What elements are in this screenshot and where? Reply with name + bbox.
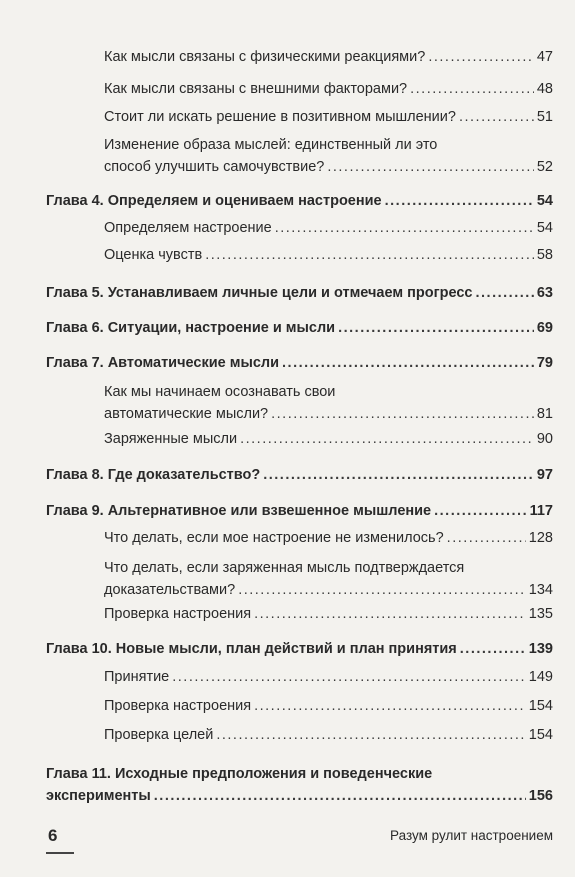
leader-dots — [172, 666, 526, 688]
toc-entry — [104, 134, 553, 178]
toc-chapter — [46, 763, 553, 807]
toc-chapter — [46, 352, 553, 374]
entry-page: 154 — [528, 727, 553, 743]
entry-title-line1: Что делать, если заряженная мысль подтверждается — [104, 560, 465, 576]
toc-entry — [104, 666, 553, 688]
leader-dots — [447, 527, 526, 549]
leader-dots — [460, 638, 526, 660]
chapter-page: 156 — [528, 788, 553, 804]
chapter-title: Глава 6. Ситуации, настроение и мысли — [46, 320, 336, 336]
toc-entry — [104, 217, 553, 239]
toc-entry — [104, 428, 553, 450]
entry-title-line1: Как мы начинаем осознавать свои — [104, 384, 336, 400]
chapter-title: Глава 4. Определяем и оцениваем настроение — [46, 193, 382, 209]
toc-entry — [104, 244, 553, 266]
entry-title: Проверка настроения — [104, 606, 252, 622]
chapter-page: 139 — [528, 641, 553, 657]
entry-title: автоматические мысли? — [104, 406, 269, 422]
entry-page: 128 — [528, 530, 553, 546]
entry-title: Заряженные мысли — [104, 431, 238, 447]
leader-dots — [254, 603, 526, 625]
toc-entry — [104, 724, 553, 746]
toc-entry — [104, 106, 553, 128]
leader-dots — [338, 317, 534, 339]
entry-page: 47 — [536, 49, 553, 65]
leader-dots — [410, 78, 534, 100]
entry-title: Определяем настроение — [104, 220, 272, 236]
chapter-title: Глава 7. Автоматические мысли — [46, 355, 280, 371]
entry-page: 81 — [536, 406, 553, 422]
leader-dots — [240, 428, 534, 450]
chapter-title-line1: Глава 11. Исходные предположения и поведенческие — [46, 766, 433, 782]
leader-dots — [476, 282, 534, 304]
entry-title: Что делать, если мое настроение не изменилось? — [104, 530, 444, 546]
chapter-page: 97 — [536, 467, 553, 483]
chapter-title: эксперименты — [46, 788, 151, 804]
entry-title: способ улучшить самочувствие? — [104, 159, 325, 175]
leader-dots — [327, 156, 534, 178]
entry-title: Стоит ли искать решение в позитивном мышлении? — [104, 109, 456, 125]
leader-dots — [254, 695, 526, 717]
toc-chapter — [46, 317, 553, 339]
leader-dots — [275, 217, 534, 239]
entry-title-line1: Изменение образа мыслей: единственный ли это — [104, 137, 438, 153]
leader-dots — [385, 190, 534, 212]
chapter-page: 69 — [536, 320, 553, 336]
entry-page: 52 — [536, 159, 553, 175]
page-number-rule — [46, 852, 74, 854]
leader-dots — [271, 403, 534, 425]
leader-dots — [263, 464, 534, 486]
chapter-page: 117 — [529, 503, 553, 519]
leader-dots — [238, 579, 526, 601]
entry-page: 54 — [536, 220, 553, 236]
toc-entry — [104, 527, 553, 549]
entry-page: 90 — [536, 431, 553, 447]
leader-dots — [428, 46, 534, 68]
toc-chapter — [46, 500, 553, 522]
entry-page: 154 — [528, 698, 553, 714]
entry-title: доказательствами? — [104, 582, 236, 598]
toc-entry — [104, 381, 553, 425]
entry-page: 58 — [536, 247, 553, 263]
leader-dots — [434, 500, 526, 522]
entry-title: Принятие — [104, 669, 170, 685]
toc-entry — [104, 46, 553, 68]
entry-title: Проверка настроения — [104, 698, 252, 714]
toc-chapter — [46, 638, 553, 660]
toc-entry — [104, 557, 553, 601]
toc-chapter — [46, 190, 553, 212]
toc-entry — [104, 603, 553, 625]
entry-title: Проверка целей — [104, 727, 214, 743]
chapter-title: Глава 8. Где доказательство? — [46, 467, 261, 483]
chapter-page: 79 — [536, 355, 553, 371]
running-footer-title: Разум рулит настроением — [390, 828, 553, 843]
chapter-page: 54 — [536, 193, 553, 209]
toc-entry — [104, 78, 553, 100]
leader-dots — [216, 724, 525, 746]
page-number: 6 — [48, 826, 58, 845]
entry-page: 135 — [528, 606, 553, 622]
entry-page: 149 — [528, 669, 553, 685]
toc-chapter — [46, 282, 553, 304]
entry-page: 51 — [536, 109, 553, 125]
chapter-title: Глава 5. Устанавливаем личные цели и отмечаем прогресс — [46, 285, 473, 301]
leader-dots — [282, 352, 534, 374]
leader-dots — [154, 785, 526, 807]
chapter-title: Глава 9. Альтернативное или взвешенное мышление — [46, 503, 432, 519]
entry-page: 134 — [528, 582, 553, 598]
entry-title: Как мысли связаны с физическими реакциями? — [104, 49, 426, 65]
entry-title: Как мысли связаны с внешними факторами? — [104, 81, 408, 97]
toc-entry — [104, 695, 553, 717]
leader-dots — [459, 106, 534, 128]
leader-dots — [205, 244, 534, 266]
entry-page: 48 — [536, 81, 553, 97]
entry-title: Оценка чувств — [104, 247, 203, 263]
chapter-title: Глава 10. Новые мысли, план действий и план принятия — [46, 641, 457, 657]
chapter-page: 63 — [536, 285, 553, 301]
toc-chapter — [46, 464, 553, 486]
